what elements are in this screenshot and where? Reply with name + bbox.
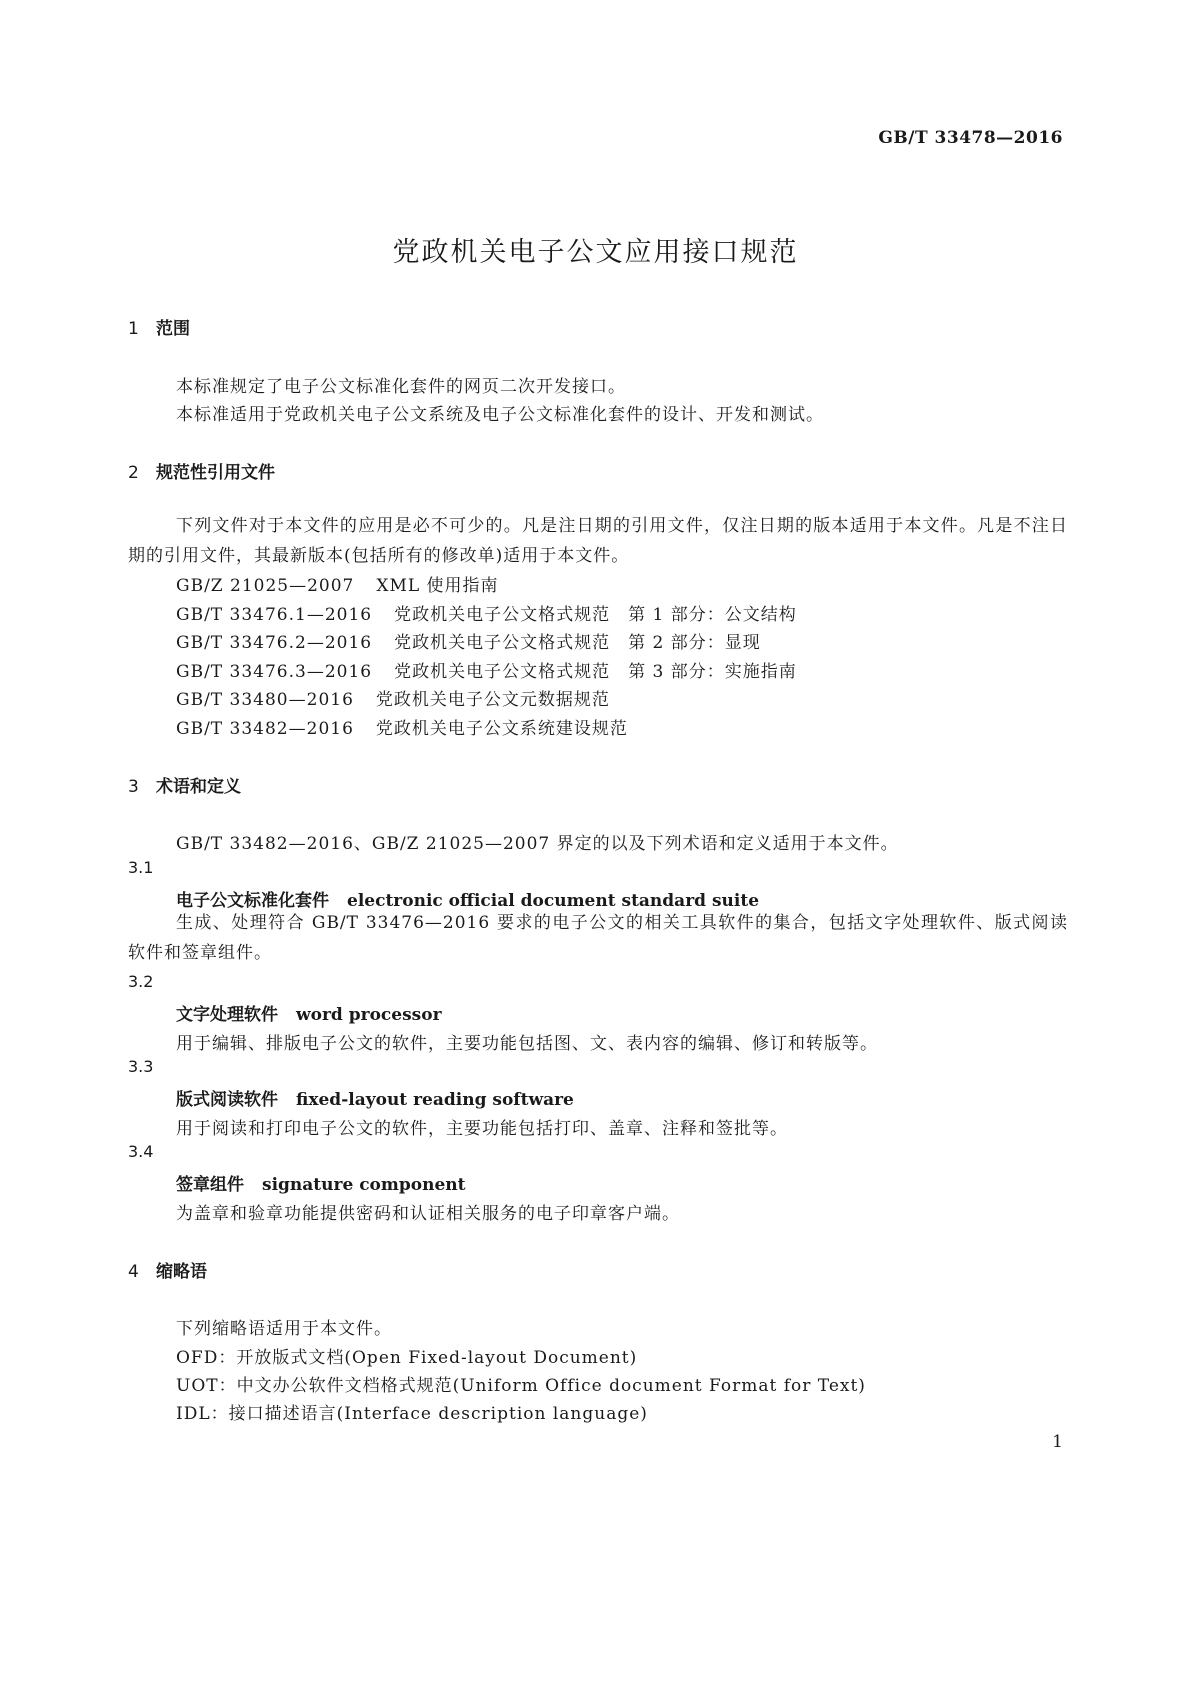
- paragraph: 本标准适用于党政机关电子公文系统及电子公文标准化套件的设计、开发和测试。: [176, 405, 824, 425]
- reference-item: [176, 628, 761, 653]
- reference-code: GB/T 33476.3—2016: [176, 662, 373, 682]
- section-number: 4: [128, 1262, 139, 1282]
- section-3-heading: [128, 772, 241, 797]
- section-title: 规范性引用文件: [156, 463, 275, 483]
- abbreviation-item: IDL：接口描述语言(Interface description language): [176, 1404, 648, 1424]
- section-number: 2: [128, 463, 139, 483]
- page-title: 党政机关电子公文应用接口规范: [392, 237, 799, 268]
- term-number: 3.3: [128, 1057, 154, 1076]
- reference-title: 党政机关电子公文元数据规范: [375, 690, 610, 710]
- term-name-en: signature component: [262, 1175, 466, 1195]
- term-number: 3.2: [128, 972, 154, 991]
- term-definition: 为盖章和验章功能提供密码和认证相关服务的电子印章客户端。: [176, 1204, 680, 1224]
- reference-item: [176, 571, 499, 596]
- term-number: 3.1: [128, 858, 154, 877]
- abbreviation-item: OFD：开放版式文档(Open Fixed-layout Document): [176, 1348, 638, 1368]
- term-definition: 用于编辑、排版电子公文的软件，主要功能包括图、文、表内容的编辑、修订和转版等。: [176, 1034, 878, 1054]
- term-name-zh: 电子公文标准化套件: [176, 891, 329, 911]
- term-definition: 生成、处理符合 GB/T 33476—2016 要求的电子公文的相关工具软件的集合，包括文字处理软件、版式阅读软件和签章组件。: [128, 913, 1068, 963]
- reference-code: GB/T 33476.1—2016: [176, 605, 373, 625]
- section-title: 术语和定义: [156, 777, 241, 797]
- reference-code: GB/T 33482—2016: [176, 719, 354, 739]
- reference-code: GB/T 33476.2—2016: [176, 633, 373, 653]
- reference-item: [176, 685, 610, 710]
- term-name: [176, 1000, 442, 1025]
- reference-code: GB/Z 21025—2007: [176, 576, 355, 596]
- reference-item: [176, 657, 797, 682]
- paragraph: 本标准规定了电子公文标准化套件的网页二次开发接口。: [176, 377, 626, 397]
- term-name: [176, 1085, 574, 1110]
- paragraph: 下列文件对于本文件的应用是必不可少的。凡是注日期的引用文件，仅注日期的版本适用于本文件。凡是不注日期的引用文件，其最新版本(包括所有的修改单)适用于本文件。: [128, 516, 1068, 566]
- reference-item: [176, 600, 797, 625]
- term-name: [176, 1170, 466, 1195]
- reference-title: 党政机关电子公文格式规范 第 3 部分：实施指南: [394, 662, 797, 682]
- reference-title: 党政机关电子公文格式规范 第 2 部分：显现: [394, 633, 761, 653]
- paragraph: GB/T 33482—2016、GB/Z 21025—2007 界定的以及下列术语和定义适用于本文件。: [176, 834, 899, 854]
- term-name-en: word processor: [296, 1005, 442, 1025]
- section-1-heading: [128, 314, 190, 339]
- reference-title: 党政机关电子公文格式规范 第 1 部分：公文结构: [394, 605, 797, 625]
- reference-title: XML 使用指南: [376, 576, 499, 596]
- page-number: 1: [1052, 1432, 1063, 1452]
- reference-title: 党政机关电子公文系统建设规范: [375, 719, 628, 739]
- term-name-en: fixed-layout reading software: [296, 1090, 574, 1110]
- section-2-heading: [128, 458, 275, 483]
- reference-item: [176, 714, 628, 739]
- standard-code: GB/T 33478—2016: [878, 128, 1063, 148]
- term-definition: 用于阅读和打印电子公文的软件，主要功能包括打印、盖章、注释和签批等。: [176, 1119, 788, 1139]
- term-name-zh: 文字处理软件: [176, 1005, 278, 1025]
- term-name-en: electronic official document standard suite: [347, 891, 760, 911]
- term-name-zh: 签章组件: [176, 1175, 244, 1195]
- term-name-zh: 版式阅读软件: [176, 1090, 278, 1110]
- section-title: 范围: [156, 319, 190, 339]
- reference-code: GB/T 33480—2016: [176, 690, 354, 710]
- term-number: 3.4: [128, 1142, 154, 1161]
- section-number: 1: [128, 319, 139, 339]
- paragraph: 下列缩略语适用于本文件。: [176, 1319, 392, 1339]
- section-number: 3: [128, 777, 139, 797]
- abbreviation-item: UOT：中文办公软件文档格式规范(Uniform Office document Format for Text): [176, 1376, 866, 1396]
- section-title: 缩略语: [156, 1262, 207, 1282]
- section-4-heading: [128, 1257, 207, 1282]
